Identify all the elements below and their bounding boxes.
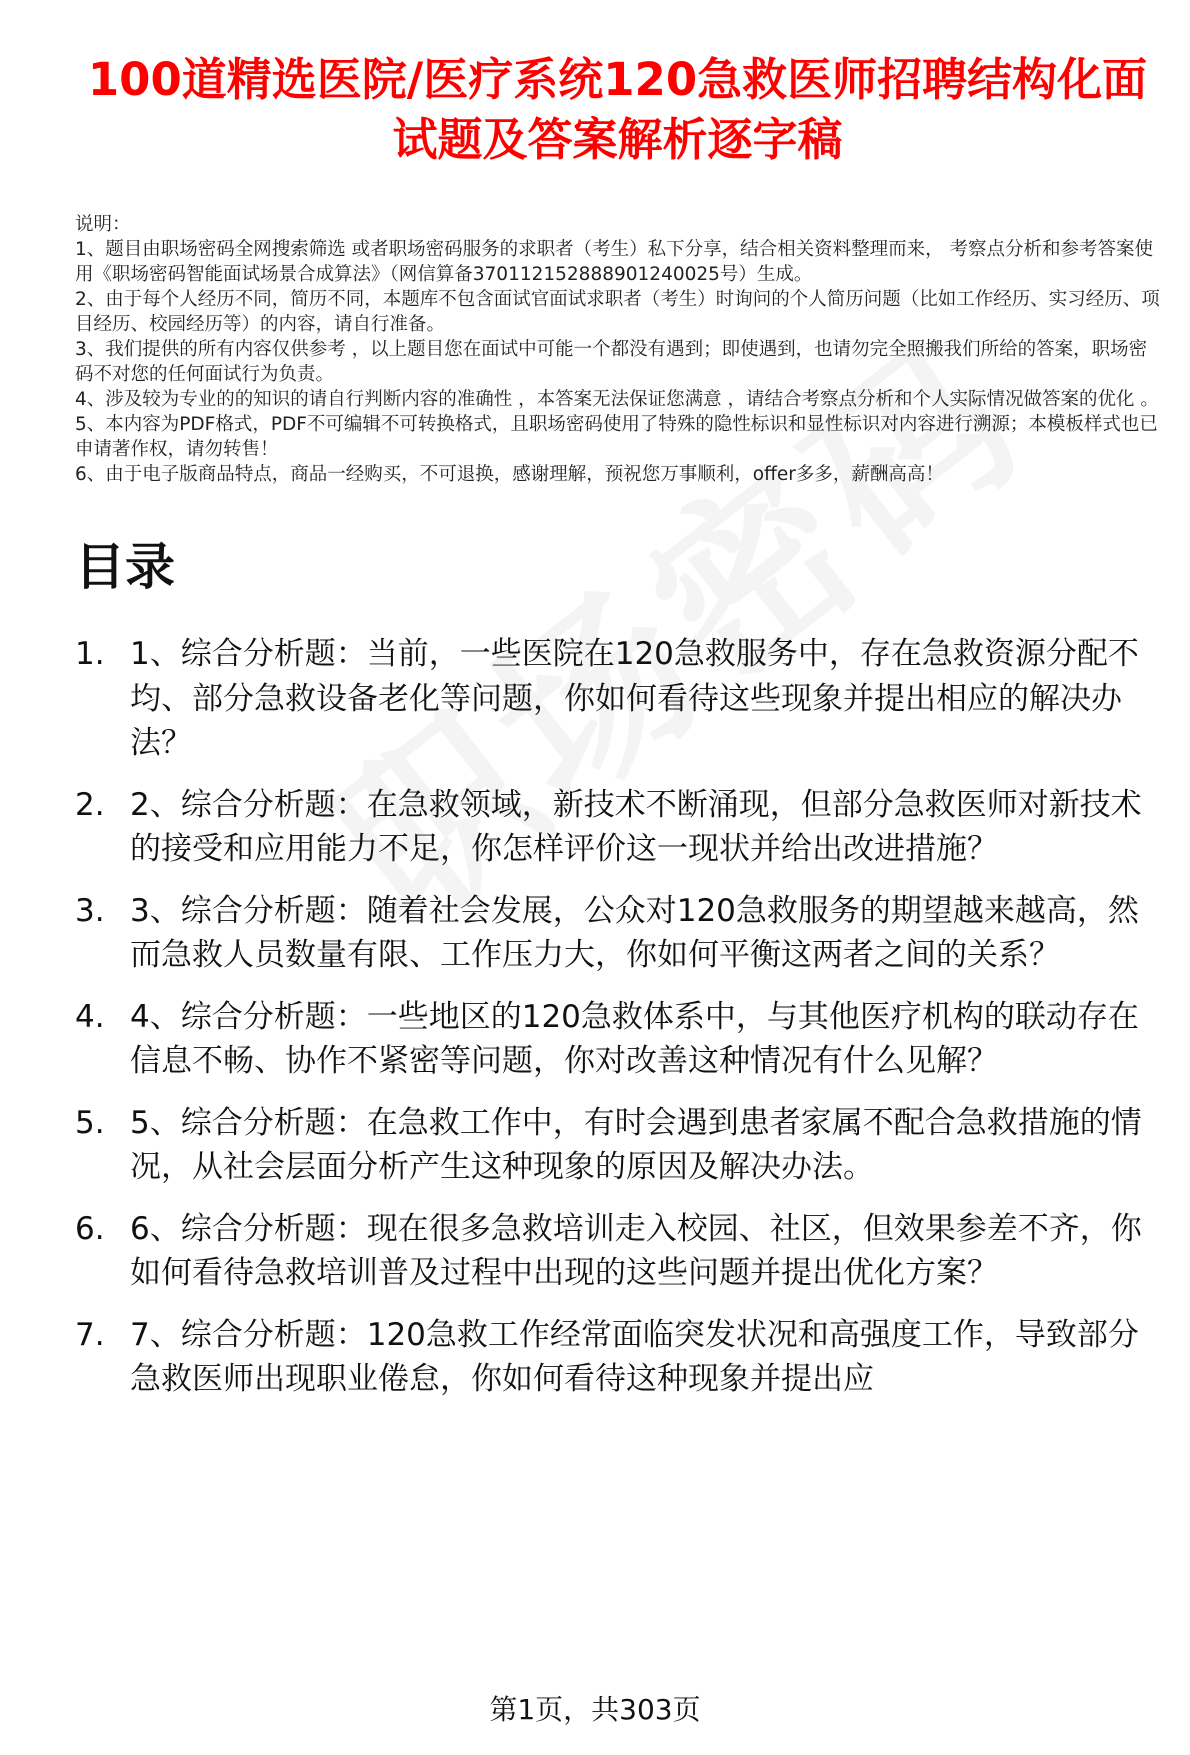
note-item: 1、题目由职场密码全网搜索筛选 或者职场密码服务的求职者（考生）私下分享，结合相关资料整理而来， 考察点分析和参考答案使用《职场密码智能面试场景合成算法》（网信算备370112152888901240025号）生成。: [75, 239, 1154, 285]
toc-item-text[interactable]: 7、综合分析题：120急救工作经常面临突发状况和高强度工作，导致部分急救医师出现职业倦怠，你如何看待这种现象并提出应: [130, 1316, 1139, 1397]
page: [75, 50, 1160, 1419]
toc-item[interactable]: [75, 1313, 1160, 1402]
toc-item-number: 7.: [75, 1316, 105, 1353]
toc-item-text[interactable]: 5、综合分析题：在急救工作中，有时会遇到患者家属不配合急救措施的情况，从社会层面分析产生这种现象的原因及解决办法。: [130, 1104, 1142, 1185]
toc-item-number: 5.: [75, 1104, 105, 1141]
document-title: 100道精选医院/医疗系统120急救医师招聘结构化面试题及答案解析逐字稿: [87, 53, 1148, 166]
toc-item-text[interactable]: 6、综合分析题：现在很多急救培训走入校园、社区，但效果参差不齐，你如何看待急救培训普及过程中出现的这些问题并提出优化方案？: [130, 1210, 1142, 1291]
toc-list: [75, 632, 1160, 1402]
note-item: 4、涉及较为专业的的知识的请自行判断内容的准确性 ，本答案无法保证您满意 ，请结合考察点分析和个人实际情况做答案的优化 。: [75, 389, 1159, 410]
note-item: 3、我们提供的所有内容仅供参考 ，以上题目您在面试中可能一个都没有遇到；即使遇到，也请勿完全照搬我们所给的答案，职场密码不对您的任何面试行为负责。: [75, 339, 1148, 385]
toc-item[interactable]: [75, 632, 1160, 766]
toc-item-number: 3.: [75, 892, 105, 929]
toc-item-number: 4.: [75, 998, 105, 1035]
toc-item-text[interactable]: 2、综合分析题：在急救领域，新技术不断涌现，但部分急救医师对新技术的接受和应用能力不足，你怎样评价这一现状并给出改进措施？: [130, 786, 1142, 867]
toc-item-text[interactable]: 1、综合分析题：当前，一些医院在120急救服务中，存在急救资源分配不均、部分急救设备老化等问题，你如何看待这些现象并提出相应的解决办法？: [130, 636, 1139, 761]
toc-item[interactable]: [75, 1207, 1160, 1296]
page-footer: 第1页，共303页: [489, 1693, 701, 1726]
notes-label: 说明：: [75, 214, 131, 235]
toc-item-number: 2.: [75, 786, 105, 823]
toc-item[interactable]: [75, 783, 1160, 872]
toc-item[interactable]: [75, 1101, 1160, 1190]
toc-item[interactable]: [75, 889, 1160, 978]
note-item: 2、由于每个人经历不同，简历不同，本题库不包含面试官面试求职者（考生）时询问的个人简历问题（比如工作经历、实习经历、项目经历、校园经历等）的内容，请自行准备。: [75, 289, 1160, 335]
toc-item-text[interactable]: 3、综合分析题：随着社会发展，公众对120急救服务的期望越来越高，然而急救人员数量有限、工作压力大，你如何平衡这两者之间的关系？: [130, 892, 1139, 973]
toc-item[interactable]: [75, 995, 1160, 1084]
notes-section: [75, 212, 1160, 487]
toc-item-number: 6.: [75, 1210, 105, 1247]
note-item: 5、本内容为PDF格式，PDF不可编辑不可转换格式，且职场密码使用了特殊的隐性标识和显性标识对内容进行溯源；本模板样式也已申请著作权，请勿转售！: [75, 414, 1158, 460]
note-item: 6、由于电子版商品特点，商品一经购买，不可退换，感谢理解，预祝您万事顺利，offer多多，薪酬高高！: [75, 464, 944, 485]
toc-heading: 目录: [75, 538, 175, 596]
toc-item-text[interactable]: 4、综合分析题：一些地区的120急救体系中，与其他医疗机构的联动存在信息不畅、协作不紧密等问题，你对改善这种情况有什么见解？: [130, 998, 1139, 1079]
toc-item-number: 1.: [75, 636, 105, 672]
